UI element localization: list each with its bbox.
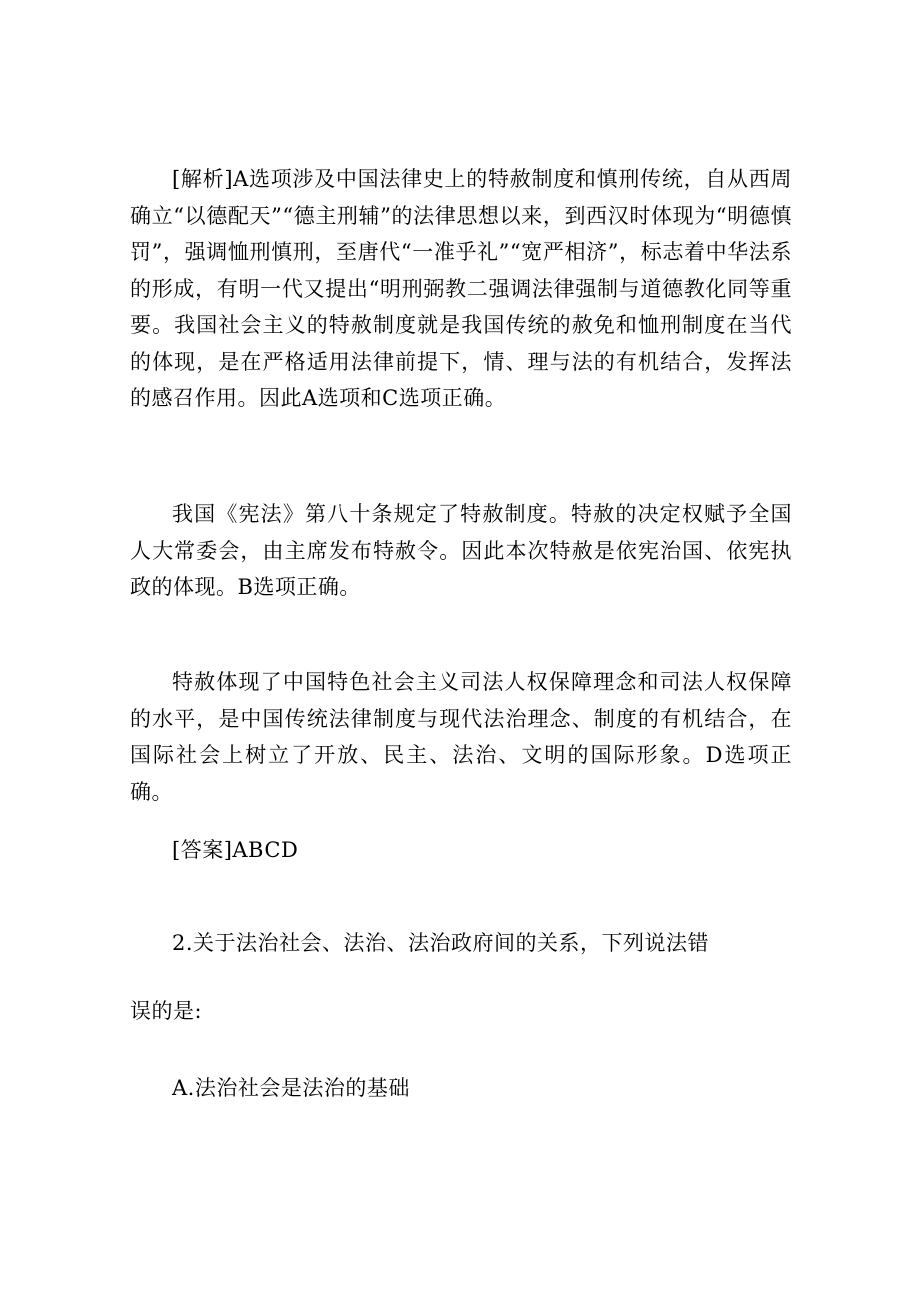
- question-2-line-2: 误的是:: [130, 999, 203, 1023]
- answer-line: [答案]ABCD: [172, 838, 299, 862]
- analysis-paragraph: [解析]A选项涉及中国法律史上的特赦制度和慎刑传统，自从西周确立“以德配天”“德主刑辅”的法律思想以来，到西汉时体现为“明德慎罚”，强调恤刑慎刑，至唐代“一准乎礼”“宽严相济”，标志着中华法系的形成，有明一代又提出“明刑弼教二强调法律强制与道德教化同等重要。我国社会主义的特赦制度就是我国传统的赦免和恤刑制度在当代的体现，是在严格适用法律前提下，情、理与法的有机结合，发挥法的感召作用。因此A选项和C选项正确。: [130, 167, 792, 410]
- human-rights-paragraph: 特赦体现了中国特色社会主义司法人权保障理念和司法人权保障的水平，是中国传统法律制度与现代法治理念、制度的有机结合，在国际社会上树立了开放、民主、法治、文明的国际形象。D选项正确。: [130, 670, 792, 804]
- question-2-line-1: 2.关于法治社会、法治、法治政府间的关系，下列说法错: [172, 931, 710, 955]
- option-a: A.法治社会是法治的基础: [172, 1076, 410, 1100]
- constitution-paragraph: 我国《宪法》第八十条规定了特赦制度。特赦的决定权赋予全国人大常委会，由主席发布特赦令。因此本次特赦是依宪治国、依宪执政的体现。B选项正确。: [130, 502, 792, 599]
